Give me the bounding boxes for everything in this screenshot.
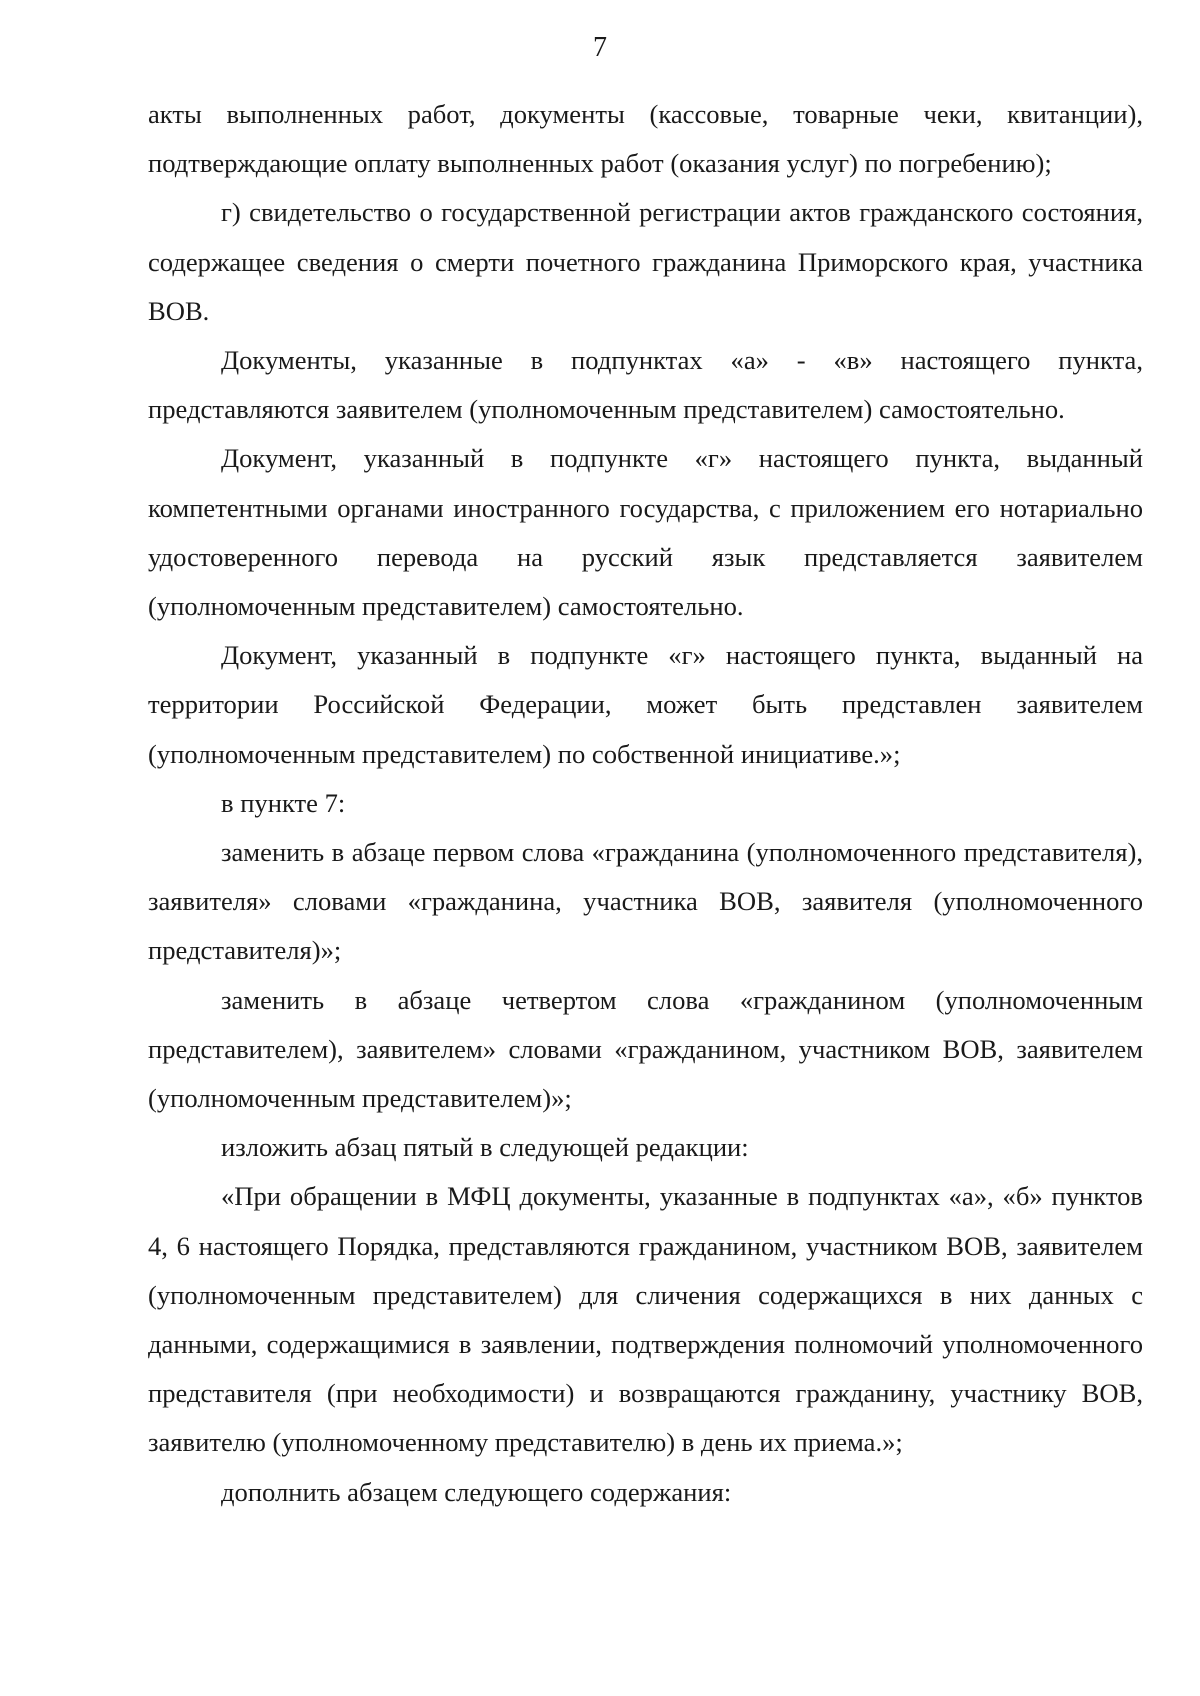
paragraph-replace-fourth-abzac: заменить в абзаце четвертом слова «гражданином (уполномоченным представителем), заявителем» словами «гражданином, участником ВОВ, заявителем (уполномоченным представителем)»; bbox=[148, 984, 1143, 1114]
paragraph-subitem-g: г) свидетельство о государственной регистрации актов гражданского состояния, содержащее сведения о смерти почетного гражданина Приморского края, участника ВОВ. bbox=[148, 197, 1143, 326]
paragraph-documents-a-v: Документы, указанные в подпунктах «а» - «в» настоящего пункта, представляются заявителем (уполномоченным представителем) самостоятельно. bbox=[148, 345, 1143, 425]
paragraph-replace-first-abzac: заменить в абзаце первом слова «гражданина (уполномоченного представителя), заявителя» словами «гражданина, участника ВОВ, заявителя (уполномоченного представителя)»; bbox=[148, 837, 1143, 966]
paragraph-acts-list-continuation: акты выполненных работ, документы (кассовые, товарные чеки, квитанции), подтверждающие оплату выполненных работ (оказания услуг) по погребению); bbox=[148, 99, 1143, 179]
paragraph-restate-fifth-abzac: изложить абзац пятый в следующей редакции: bbox=[221, 1132, 749, 1163]
page-number: 7 bbox=[593, 32, 607, 63]
paragraph-in-point-7: в пункте 7: bbox=[221, 787, 346, 818]
paragraph-add-abzac: дополнить абзацем следующего содержания: bbox=[221, 1476, 732, 1507]
paragraph-document-g-domestic: Документ, указанный в подпункте «г» настоящего пункта, выданный на территории Российской Федерации, может быть представлен заявителем (уполномоченным представителем) по собственной инициативе.»; bbox=[148, 640, 1143, 769]
paragraph-mfc-documents: «При обращении в МФЦ документы, указанные в подпунктах «а», «б» пунктов 4, 6 настоящего Порядка, представляются гражданином, участником ВОВ, заявителем (уполномоченным представителем) для сличения содержащихся в них данных с данными, содержащимися в заявлении, подтверждения полномочий уполномоченного представителя (при необходимости) и возвращаются гражданину, участнику ВОВ, заявителю (уполномоченному представителю) в день их приема.»; bbox=[148, 1181, 1143, 1458]
paragraph-document-g-foreign: Документ, указанный в подпункте «г» настоящего пункта, выданный компетентными органами иностранного государства, с приложением его нотариально удостоверенного перевода на русский язык представляется заявителем (уполномоченным представителем) самостоятельно. bbox=[148, 443, 1143, 622]
document-body bbox=[148, 90, 1143, 1517]
